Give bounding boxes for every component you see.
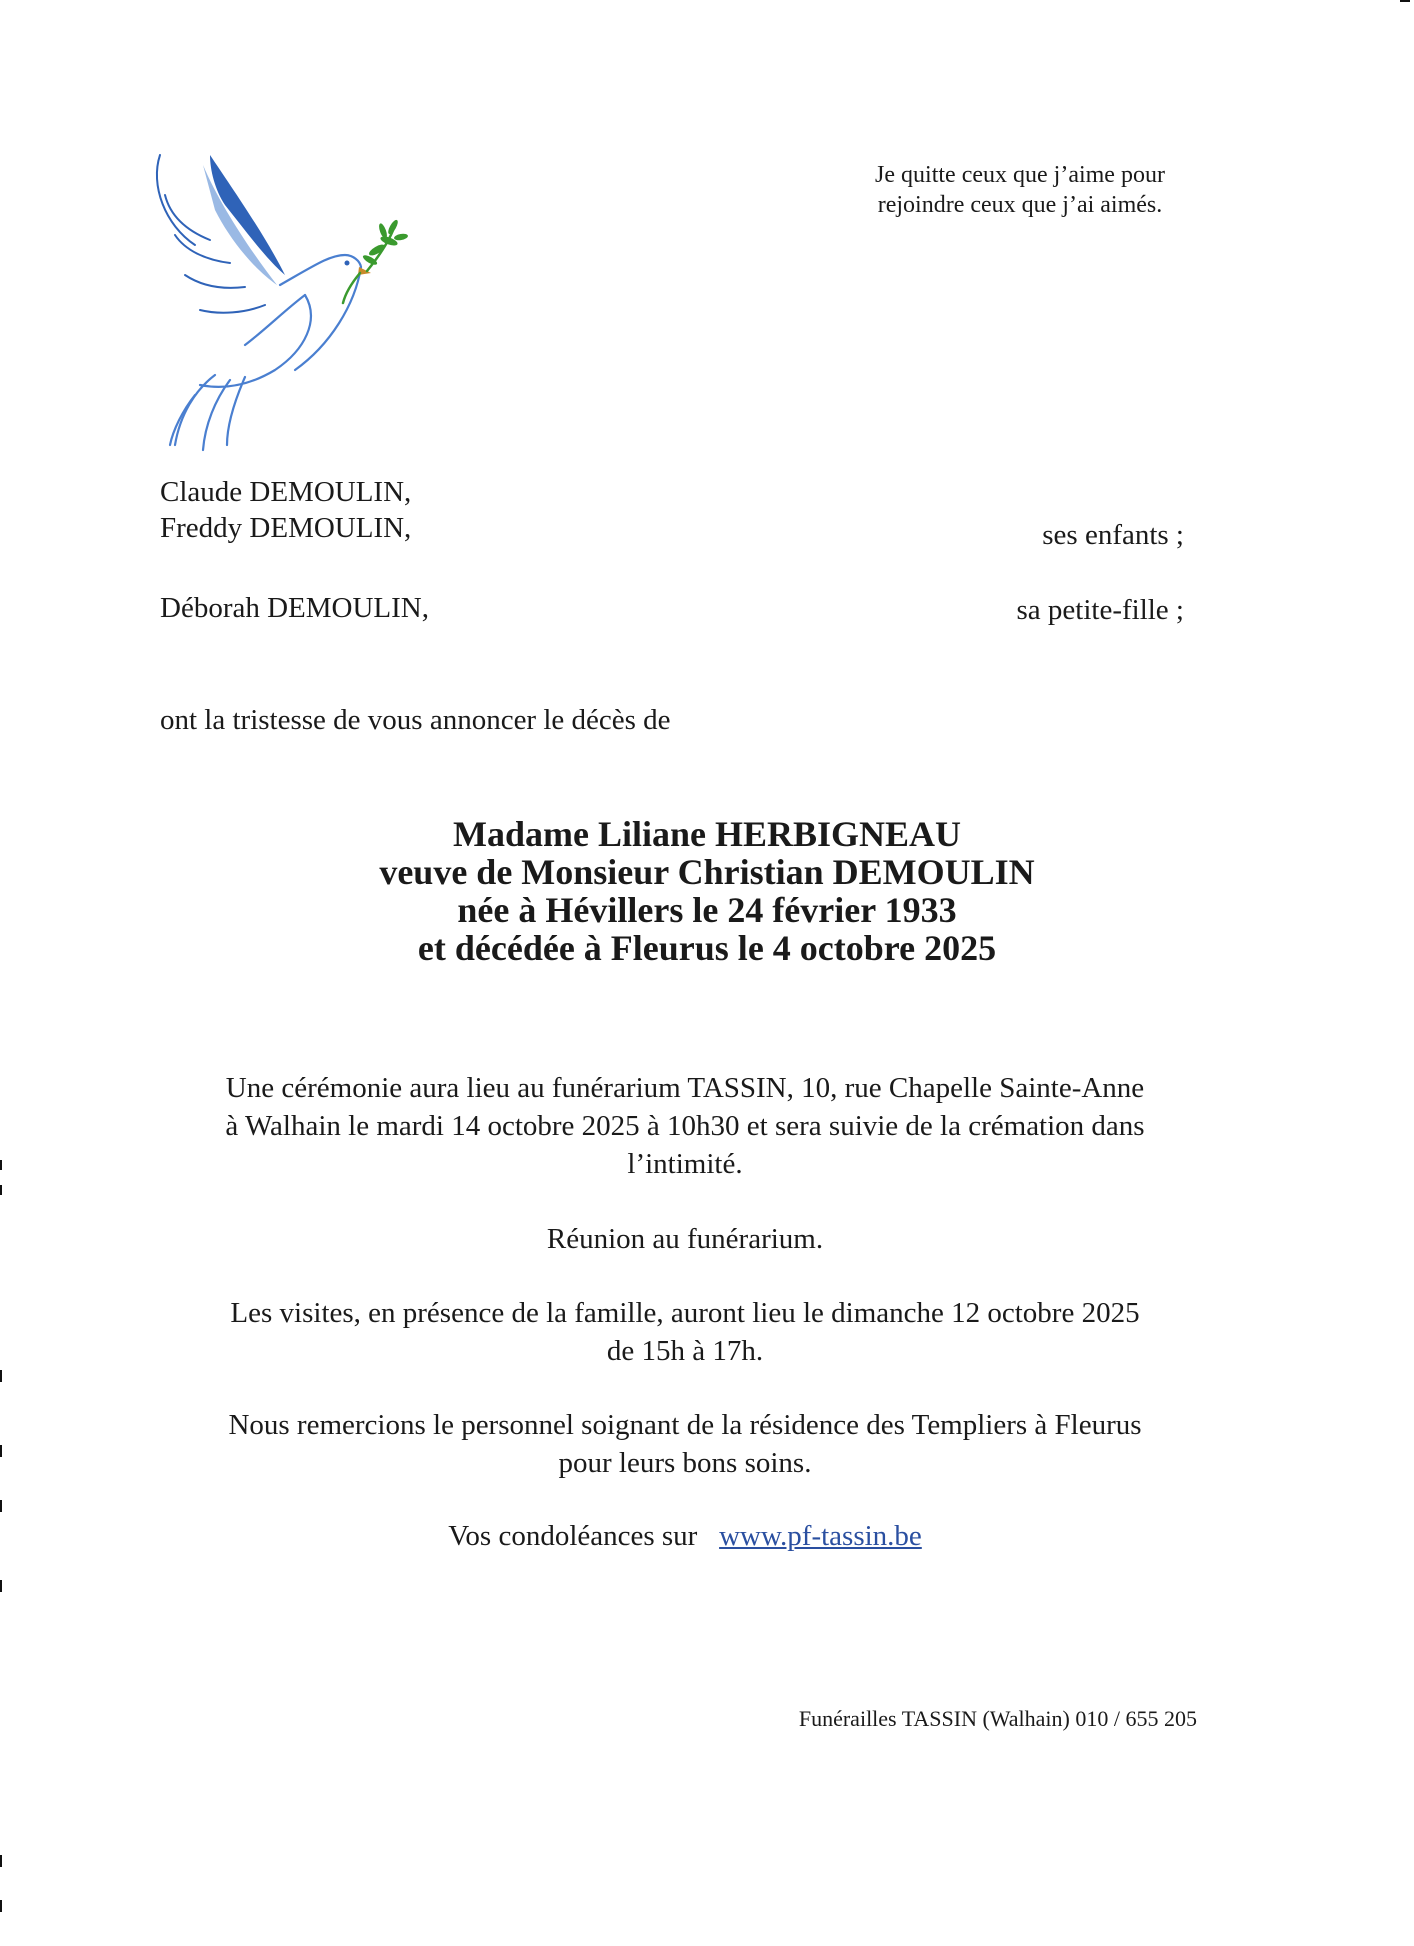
scan-mark [0, 1500, 2, 1512]
scan-mark [0, 1580, 2, 1592]
scan-mark [0, 1160, 2, 1170]
scan-mark [0, 1900, 2, 1912]
ceremony-line-3: l’intimité. [627, 1148, 743, 1180]
visits-paragraph [140, 1294, 1230, 1370]
dove-with-olive-branch-icon [155, 145, 425, 455]
condolences-line [140, 1517, 1230, 1555]
ceremony-line-2: à Walhain le mardi 14 octobre 2025 à 10h30 et sera suivie de la crémation dans [225, 1110, 1145, 1142]
visits-line-1: Les visites, en présence de la famille, auront lieu le dimanche 12 octobre 2025 [230, 1297, 1140, 1329]
child-name-claude: Claude DEMOULIN, [160, 476, 412, 508]
condolences-label: Vos condoléances sur [448, 1520, 698, 1552]
thanks-paragraph [140, 1406, 1230, 1482]
condolences-website-link[interactable]: www.pf-tassin.be [719, 1520, 922, 1552]
deceased-birth: née à Hévillers le 24 février 1933 [457, 890, 957, 930]
deceased-block [0, 815, 1414, 967]
reunion-text: Réunion au funérarium. [546, 1223, 824, 1255]
grandchild-role: sa petite-fille ; [1016, 594, 1184, 626]
footer-funeral-home: Funérailles TASSIN (Walhain) 010 / 655 205 [798, 1706, 1197, 1731]
announcement-text: ont la tristesse de vous annoncer le décès de [160, 704, 671, 736]
thanks-line-1: Nous remercions le personnel soignant de la résidence des Templiers à Fleurus [228, 1409, 1142, 1441]
deceased-name: Madame Liliane HERBIGNEAU [452, 814, 962, 854]
epigraph-line-2: rejoindre ceux que j’ai aimés. [877, 192, 1163, 218]
grandchild-name: Déborah DEMOULIN, [160, 592, 429, 624]
ceremony-paragraph [140, 1069, 1230, 1183]
scan-mark [0, 1370, 2, 1382]
epigraph [830, 160, 1210, 220]
ceremony-line-1: Une cérémonie aura lieu au funérarium TASSIN, 10, rue Chapelle Sainte-Anne [225, 1072, 1145, 1104]
thanks-line-2: pour leurs bons soins. [558, 1447, 812, 1479]
epigraph-line-1: Je quitte ceux que j’aime pour [875, 162, 1165, 188]
scan-mark [0, 1855, 2, 1867]
child-name-freddy: Freddy DEMOULIN, [160, 512, 412, 544]
children-role: ses enfants ; [1042, 519, 1184, 551]
scan-mark [1400, 0, 1410, 2]
scan-mark [0, 1185, 2, 1195]
visits-line-2: de 15h à 17h. [606, 1335, 764, 1367]
scan-mark [0, 1445, 2, 1457]
deceased-death: et décédée à Fleurus le 4 octobre 2025 [417, 928, 997, 968]
deceased-widow-of: veuve de Monsieur Christian DEMOULIN [379, 852, 1035, 892]
